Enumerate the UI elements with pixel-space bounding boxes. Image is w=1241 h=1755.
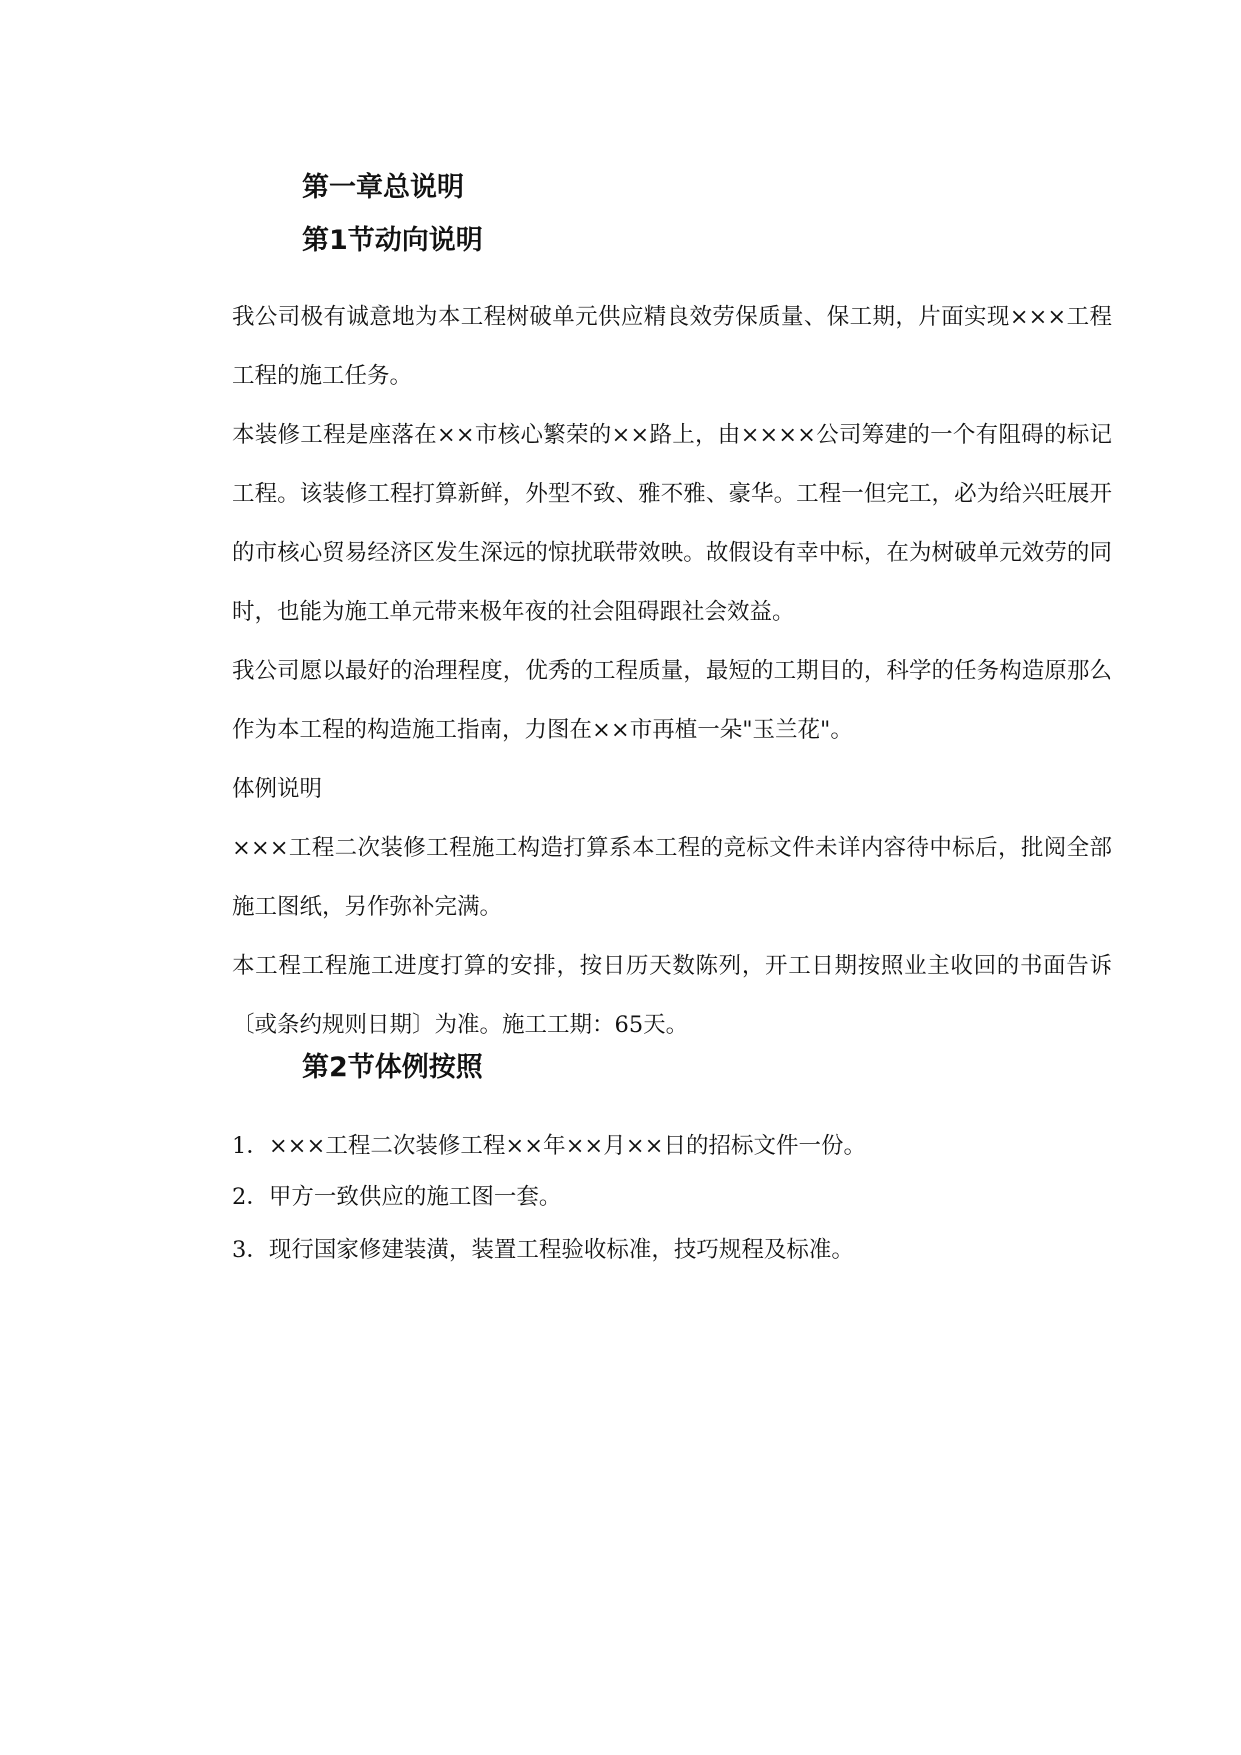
list-item: 2．甲方一致供应的施工图一套。 [232,1184,562,1210]
paragraph-bid-document-note: ×××工程二次装修工程施工构造打算系本工程的竞标文件未详内容待中标后，批阅全部施工图纸，另作弥补完满。 [232,835,1112,920]
chapter-title: 第一章总说明 [302,172,464,203]
paragraph-company-commitment: 我公司愿以最好的治理程度，优秀的工程质量，最短的工期目的，科学的任务构造原那么作为本工程的构造施工指南，力图在××市再植一朵"玉兰花"。 [232,658,1112,743]
subheading-compilation-notes: 体例说明 [232,776,323,802]
paragraph-intro: 我公司极有诚意地为本工程树破单元供应精良效劳保质量、保工期，片面实现×××工程工程的施工任务。 [232,304,1112,389]
paragraph-schedule-note: 本工程工程施工进度打算的安排，按日历天数陈列，开工日期按照业主收回的书面告诉〔或条约规则日期〕为准。施工工期：65天。 [232,953,1112,1038]
section-1-body [232,288,1112,1055]
section-1-title: 第1节动向说明 [302,225,483,256]
paragraph-project-description: 本装修工程是座落在××市核心繁荣的××路上，由××××公司筹建的一个有阻碍的标记工程。该装修工程打算新鲜，外型不致、雅不雅、豪华。工程一但完工，必为给兴旺展开的市核心贸易经济区发生深远的惊扰联带效映。故假设有幸中标，在为树破单元效劳的同时，也能为施工单元带来极年夜的社会阻碍跟社会效益。 [232,422,1112,625]
list-item: 1．×××工程二次装修工程××年××月××日的招标文件一份。 [232,1133,866,1159]
list-item: 3．现行国家修建装潢，装置工程验收标准，技巧规程及标准。 [232,1237,854,1263]
section-2-title: 第2节体例按照 [302,1052,483,1083]
